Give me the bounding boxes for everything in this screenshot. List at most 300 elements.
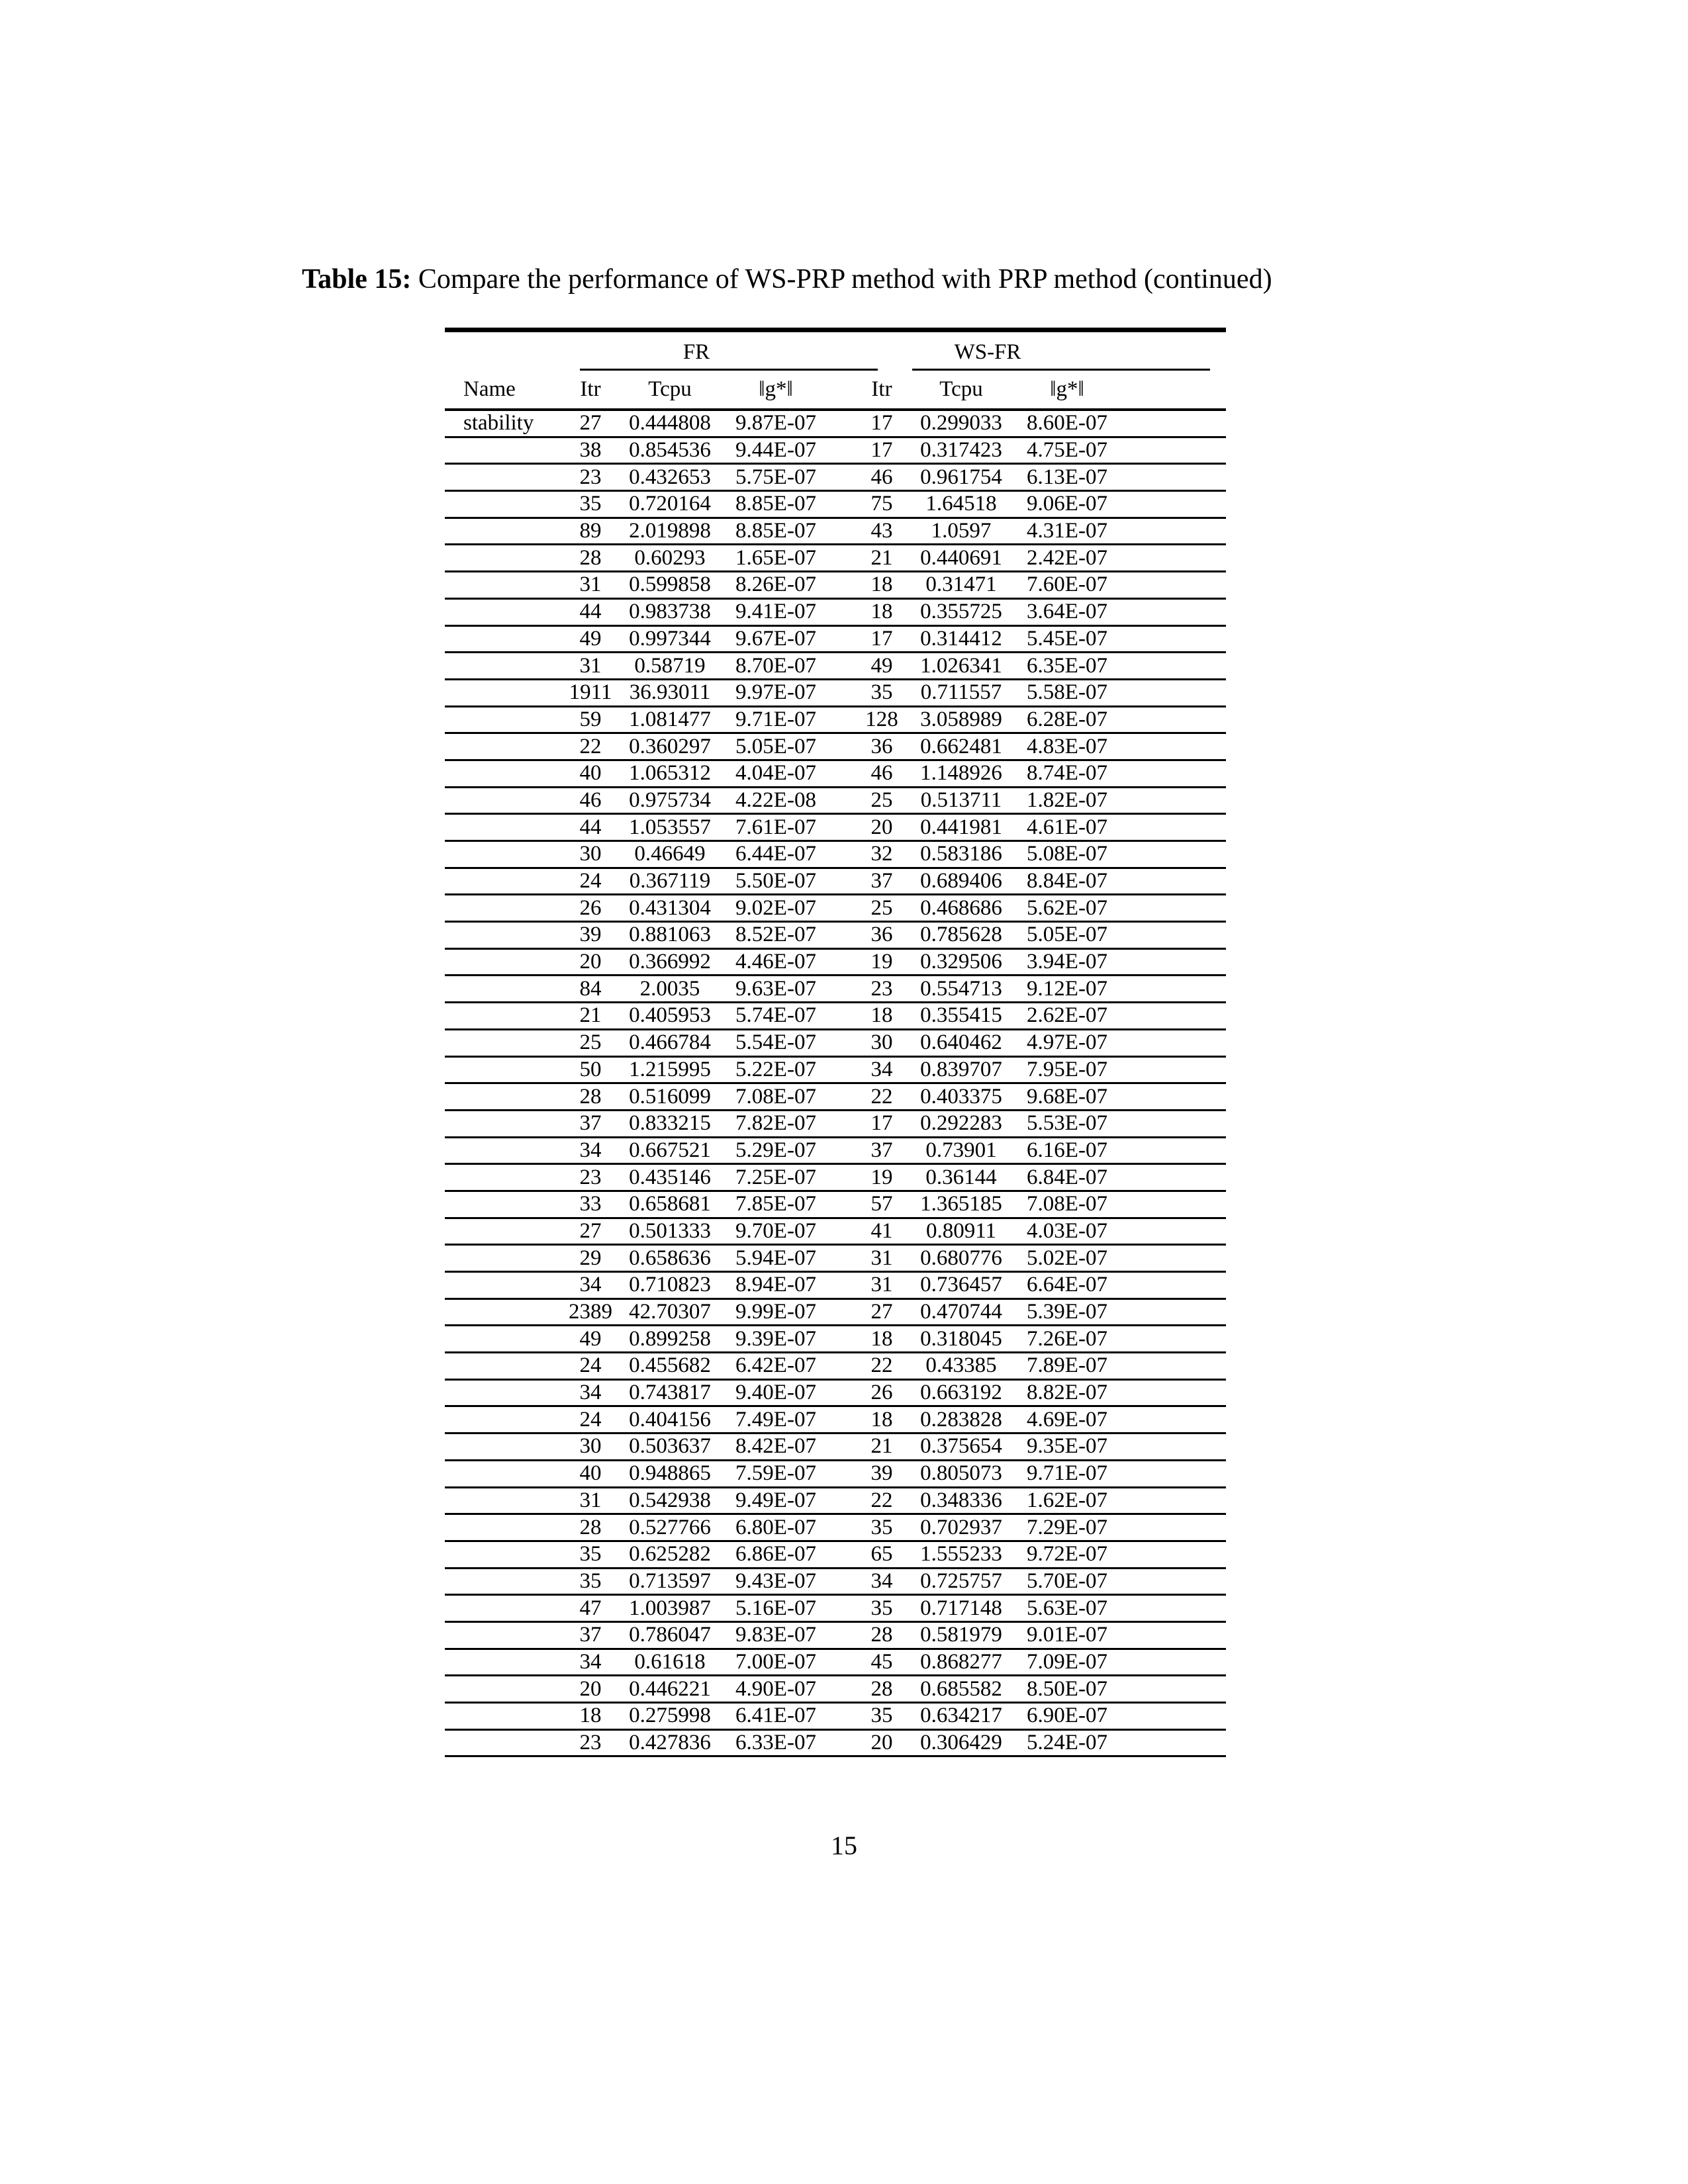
cell-fr-gnorm: 6.42E-07 <box>735 1353 816 1378</box>
table-row <box>445 842 1226 867</box>
cell-wsfr-gnorm: 5.58E-07 <box>1027 680 1107 705</box>
cell-wsfr-gnorm: 5.45E-07 <box>1027 626 1107 651</box>
cell-fr-tcpu: 0.625282 <box>629 1542 711 1567</box>
cell-fr-gnorm: 5.74E-07 <box>735 1003 816 1028</box>
table-row <box>445 1488 1226 1514</box>
cell-wsfr-gnorm: 4.69E-07 <box>1027 1407 1107 1432</box>
cell-fr-itr: 2389 <box>569 1300 612 1324</box>
cell-wsfr-itr: 35 <box>870 1704 893 1728</box>
cell-fr-gnorm: 4.90E-07 <box>735 1676 816 1701</box>
cell-wsfr-tcpu: 0.470744 <box>920 1300 1002 1324</box>
table-row <box>445 923 1226 948</box>
cell-wsfr-gnorm: 5.53E-07 <box>1027 1111 1107 1136</box>
cell-fr-itr: 38 <box>579 438 602 463</box>
cell-wsfr-gnorm: 7.95E-07 <box>1027 1057 1107 1081</box>
cell-fr-tcpu: 1.215995 <box>629 1057 711 1081</box>
cell-fr-gnorm: 7.85E-07 <box>735 1192 816 1216</box>
table-row <box>445 815 1226 840</box>
cell-wsfr-itr: 30 <box>870 1030 893 1055</box>
cell-wsfr-tcpu: 0.663192 <box>920 1381 1002 1405</box>
cell-wsfr-itr: 18 <box>870 1326 893 1351</box>
cell-wsfr-gnorm: 6.13E-07 <box>1027 465 1107 489</box>
cell-wsfr-tcpu: 0.581979 <box>920 1623 1002 1647</box>
cmidrule-ws-fr <box>912 369 1210 371</box>
cell-wsfr-gnorm: 7.60E-07 <box>1027 572 1107 597</box>
cell-wsfr-itr: 31 <box>870 1246 893 1270</box>
cell-fr-itr: 50 <box>579 1057 602 1081</box>
table-row <box>445 680 1226 705</box>
cell-wsfr-tcpu: 0.317423 <box>920 438 1002 463</box>
caption-text: Compare the performance of WS-PRP method with PRP method (continued) <box>418 264 1272 295</box>
col-header-tcpu: Tcpu <box>939 377 983 401</box>
cell-fr-itr: 84 <box>579 976 602 1001</box>
cell-fr-gnorm: 9.49E-07 <box>735 1488 816 1512</box>
table-row <box>445 976 1226 1001</box>
cell-wsfr-itr: 19 <box>870 950 893 974</box>
cell-wsfr-itr: 75 <box>870 492 893 516</box>
cell-fr-gnorm: 6.41E-07 <box>735 1704 816 1728</box>
group-header-ws-fr: WS-FR <box>954 340 1021 364</box>
cell-wsfr-itr: 128 <box>865 707 898 731</box>
table-body <box>445 411 1226 1757</box>
col-header-itr: Itr <box>871 377 892 401</box>
cell-wsfr-gnorm: 9.71E-07 <box>1027 1461 1107 1486</box>
cell-fr-itr: 28 <box>579 545 602 570</box>
column-header-row <box>445 371 1226 408</box>
cell-fr-itr: 31 <box>579 653 602 678</box>
cell-wsfr-tcpu: 0.31471 <box>925 572 997 597</box>
cell-wsfr-tcpu: 0.702937 <box>920 1515 1002 1539</box>
table-row <box>445 788 1226 813</box>
cell-wsfr-tcpu: 0.554713 <box>920 976 1002 1001</box>
table-row <box>445 1165 1226 1190</box>
cell-wsfr-tcpu: 0.689406 <box>920 869 1002 893</box>
col-header-tcpu: Tcpu <box>648 377 692 401</box>
cell-wsfr-itr: 43 <box>870 519 893 543</box>
cell-fr-gnorm: 9.87E-07 <box>735 411 816 435</box>
cell-fr-itr: 28 <box>579 1515 602 1539</box>
cell-fr-itr: 26 <box>579 895 602 920</box>
cell-fr-itr: 40 <box>579 1461 602 1486</box>
cell-fr-tcpu: 0.58719 <box>634 653 706 678</box>
table-row <box>445 1058 1226 1083</box>
cell-fr-gnorm: 9.71E-07 <box>735 707 816 731</box>
cell-fr-tcpu: 0.60293 <box>634 545 706 570</box>
cell-wsfr-gnorm: 5.24E-07 <box>1027 1731 1107 1755</box>
table-row <box>445 1542 1226 1567</box>
table-row <box>445 1731 1226 1756</box>
cell-fr-itr: 33 <box>579 1192 602 1216</box>
cell-fr-tcpu: 0.46649 <box>634 842 706 866</box>
table-row <box>445 1569 1226 1594</box>
cmidrule-fr <box>580 369 878 371</box>
cell-wsfr-gnorm: 4.03E-07 <box>1027 1218 1107 1243</box>
cell-fr-gnorm: 8.94E-07 <box>735 1273 816 1297</box>
cell-wsfr-itr: 26 <box>870 1381 893 1405</box>
col-header-itr: Itr <box>580 377 601 401</box>
cell-fr-itr: 30 <box>579 1434 602 1459</box>
cell-fr-itr: 22 <box>579 734 602 758</box>
cell-wsfr-tcpu: 0.440691 <box>920 545 1002 570</box>
cell-wsfr-itr: 28 <box>870 1623 893 1647</box>
cell-wsfr-tcpu: 1.0597 <box>931 519 992 543</box>
table-row <box>445 895 1226 921</box>
cell-wsfr-gnorm: 5.63E-07 <box>1027 1596 1107 1620</box>
cell-wsfr-tcpu: 0.685582 <box>920 1676 1002 1701</box>
cell-wsfr-tcpu: 0.717148 <box>920 1596 1002 1620</box>
table-row <box>445 519 1226 544</box>
cell-wsfr-tcpu: 0.314412 <box>920 626 1002 651</box>
cell-fr-gnorm: 8.52E-07 <box>735 923 816 947</box>
cell-wsfr-itr: 49 <box>870 653 893 678</box>
cell-wsfr-gnorm: 6.64E-07 <box>1027 1273 1107 1297</box>
cell-wsfr-gnorm: 7.29E-07 <box>1027 1515 1107 1539</box>
col-header-gnorm: ‖g*‖ <box>759 377 793 401</box>
cell-wsfr-gnorm: 7.26E-07 <box>1027 1326 1107 1351</box>
cell-fr-gnorm: 7.49E-07 <box>735 1407 816 1432</box>
cell-wsfr-itr: 17 <box>870 626 893 651</box>
cell-wsfr-itr: 41 <box>870 1218 893 1243</box>
cell-fr-tcpu: 0.948865 <box>629 1461 711 1486</box>
cell-wsfr-gnorm: 4.61E-07 <box>1027 815 1107 839</box>
table-row <box>445 1326 1226 1351</box>
cell-wsfr-tcpu: 0.43385 <box>925 1353 997 1378</box>
cell-wsfr-itr: 22 <box>870 1084 893 1109</box>
table-row <box>445 869 1226 894</box>
cell-wsfr-gnorm: 9.72E-07 <box>1027 1542 1107 1567</box>
cell-wsfr-itr: 34 <box>870 1057 893 1081</box>
table-row <box>445 1407 1226 1432</box>
table-row <box>445 1515 1226 1540</box>
cell-fr-tcpu: 0.720164 <box>629 492 711 516</box>
cell-fr-tcpu: 0.899258 <box>629 1326 711 1351</box>
cell-wsfr-itr: 20 <box>870 1731 893 1755</box>
cell-fr-gnorm: 9.97E-07 <box>735 680 816 705</box>
table-row <box>445 1461 1226 1486</box>
cell-wsfr-itr: 35 <box>870 1596 893 1620</box>
cell-fr-tcpu: 0.427836 <box>629 1731 711 1755</box>
cell-wsfr-itr: 27 <box>870 1300 893 1324</box>
cell-wsfr-tcpu: 0.805073 <box>920 1461 1002 1486</box>
cell-fr-tcpu: 1.053557 <box>629 815 711 839</box>
cell-wsfr-gnorm: 8.84E-07 <box>1027 869 1107 893</box>
cell-wsfr-tcpu: 0.355725 <box>920 600 1002 624</box>
cell-fr-gnorm: 9.40E-07 <box>735 1381 816 1405</box>
cell-fr-gnorm: 7.59E-07 <box>735 1461 816 1486</box>
cell-fr-itr: 35 <box>579 1569 602 1593</box>
cell-wsfr-gnorm: 9.68E-07 <box>1027 1084 1107 1109</box>
cell-wsfr-itr: 35 <box>870 680 893 705</box>
cell-fr-gnorm: 7.61E-07 <box>735 815 816 839</box>
cell-wsfr-itr: 35 <box>870 1515 893 1539</box>
cell-fr-tcpu: 0.710823 <box>629 1273 711 1297</box>
cell-wsfr-gnorm: 5.39E-07 <box>1027 1300 1107 1324</box>
cell-fr-itr: 31 <box>579 1488 602 1512</box>
cell-fr-gnorm: 7.25E-07 <box>735 1165 816 1189</box>
cell-wsfr-tcpu: 0.299033 <box>920 411 1002 435</box>
cell-wsfr-gnorm: 6.28E-07 <box>1027 707 1107 731</box>
table-row <box>445 492 1226 517</box>
cell-wsfr-gnorm: 6.84E-07 <box>1027 1165 1107 1189</box>
cell-wsfr-itr: 37 <box>870 869 893 893</box>
cell-fr-itr: 47 <box>579 1596 602 1620</box>
cell-fr-gnorm: 9.44E-07 <box>735 438 816 463</box>
cell-fr-gnorm: 4.46E-07 <box>735 950 816 974</box>
cell-fr-tcpu: 0.667521 <box>629 1138 711 1162</box>
cell-fr-tcpu: 0.501333 <box>629 1218 711 1243</box>
cell-wsfr-tcpu: 0.292283 <box>920 1111 1002 1136</box>
cell-fr-gnorm: 5.75E-07 <box>735 465 816 489</box>
table-row <box>445 734 1226 759</box>
cell-fr-tcpu: 0.599858 <box>629 572 711 597</box>
cell-fr-itr: 23 <box>579 1165 602 1189</box>
cell-fr-tcpu: 0.983738 <box>629 600 711 624</box>
cell-wsfr-gnorm: 9.06E-07 <box>1027 492 1107 516</box>
cell-wsfr-gnorm: 5.08E-07 <box>1027 842 1107 866</box>
cell-wsfr-gnorm: 2.62E-07 <box>1027 1003 1107 1028</box>
cell-fr-gnorm: 6.33E-07 <box>735 1731 816 1755</box>
cell-wsfr-itr: 21 <box>870 545 893 570</box>
group-header-fr: FR <box>682 340 710 364</box>
table-row <box>445 545 1226 570</box>
cell-fr-tcpu: 36.93011 <box>629 680 711 705</box>
cell-wsfr-tcpu: 0.680776 <box>920 1246 1002 1270</box>
cell-fr-itr: 21 <box>579 1003 602 1028</box>
cell-fr-itr: 24 <box>579 869 602 893</box>
table-row <box>445 1111 1226 1136</box>
table-row <box>445 1434 1226 1459</box>
cell-wsfr-itr: 36 <box>870 734 893 758</box>
cell-fr-gnorm: 8.70E-07 <box>735 653 816 678</box>
cell-wsfr-tcpu: 0.80911 <box>925 1218 997 1243</box>
cell-fr-itr: 49 <box>579 1326 602 1351</box>
cell-wsfr-itr: 21 <box>870 1434 893 1459</box>
cell-fr-tcpu: 0.975734 <box>629 788 711 812</box>
table-row <box>445 1084 1226 1109</box>
cell-wsfr-gnorm: 6.16E-07 <box>1027 1138 1107 1162</box>
table-row <box>445 627 1226 652</box>
cell-fr-gnorm: 5.16E-07 <box>735 1596 816 1620</box>
table-row <box>445 1030 1226 1056</box>
cell-fr-itr: 37 <box>579 1111 602 1136</box>
cell-wsfr-tcpu: 3.058989 <box>920 707 1002 731</box>
cell-fr-itr: 31 <box>579 572 602 597</box>
cell-fr-gnorm: 7.82E-07 <box>735 1111 816 1136</box>
cell-fr-gnorm: 5.29E-07 <box>735 1138 816 1162</box>
cell-fr-gnorm: 8.26E-07 <box>735 572 816 597</box>
cell-wsfr-itr: 19 <box>870 1165 893 1189</box>
cell-wsfr-tcpu: 0.839707 <box>920 1057 1002 1081</box>
cell-wsfr-itr: 23 <box>870 976 893 1001</box>
cell-fr-gnorm: 6.86E-07 <box>735 1542 816 1567</box>
cell-wsfr-itr: 17 <box>870 411 893 435</box>
cell-fr-itr: 30 <box>579 842 602 866</box>
table-row <box>445 1192 1226 1217</box>
cell-fr-itr: 46 <box>579 788 602 812</box>
cell-wsfr-gnorm: 8.82E-07 <box>1027 1381 1107 1405</box>
cell-fr-itr: 1911 <box>569 680 612 705</box>
table-row <box>445 1623 1226 1648</box>
cell-wsfr-itr: 20 <box>870 815 893 839</box>
cell-wsfr-itr: 36 <box>870 923 893 947</box>
table-row <box>445 1246 1226 1271</box>
cell-fr-gnorm: 6.44E-07 <box>735 842 816 866</box>
cell-fr-tcpu: 2.0035 <box>639 976 700 1001</box>
cell-fr-gnorm: 9.83E-07 <box>735 1623 816 1647</box>
cell-fr-gnorm: 1.65E-07 <box>735 545 816 570</box>
cell-wsfr-tcpu: 0.36144 <box>925 1165 997 1189</box>
cell-fr-gnorm: 9.63E-07 <box>735 976 816 1001</box>
cell-fr-tcpu: 0.516099 <box>629 1084 711 1109</box>
cell-fr-gnorm: 7.08E-07 <box>735 1084 816 1109</box>
table-row <box>445 653 1226 678</box>
cell-wsfr-tcpu: 0.441981 <box>920 815 1002 839</box>
cell-wsfr-tcpu: 0.725757 <box>920 1569 1002 1593</box>
cell-fr-itr: 27 <box>579 1218 602 1243</box>
cell-wsfr-gnorm: 8.60E-07 <box>1027 411 1107 435</box>
page-number: 15 <box>831 1831 857 1860</box>
cell-wsfr-gnorm: 8.50E-07 <box>1027 1676 1107 1701</box>
cell-wsfr-itr: 65 <box>870 1542 893 1567</box>
cell-fr-tcpu: 0.833215 <box>629 1111 711 1136</box>
cell-fr-gnorm: 9.41E-07 <box>735 600 816 624</box>
cell-wsfr-tcpu: 0.634217 <box>920 1704 1002 1728</box>
cell-wsfr-gnorm: 2.42E-07 <box>1027 545 1107 570</box>
cell-wsfr-tcpu: 0.468686 <box>920 895 1002 920</box>
cell-wsfr-itr: 22 <box>870 1353 893 1378</box>
cell-wsfr-gnorm: 3.64E-07 <box>1027 600 1107 624</box>
cell-fr-itr: 34 <box>579 1273 602 1297</box>
cell-fr-tcpu: 0.431304 <box>629 895 711 920</box>
cell-wsfr-tcpu: 0.375654 <box>920 1434 1002 1459</box>
cell-fr-tcpu: 0.854536 <box>629 438 711 463</box>
cell-fr-tcpu: 0.503637 <box>629 1434 711 1459</box>
row-rule <box>445 1755 1226 1757</box>
cell-wsfr-itr: 32 <box>870 842 893 866</box>
table-row <box>445 465 1226 490</box>
cell-fr-tcpu: 0.360297 <box>629 734 711 758</box>
col-header-gnorm: ‖g*‖ <box>1050 377 1084 401</box>
cell-fr-tcpu: 0.658636 <box>629 1246 711 1270</box>
cell-fr-tcpu: 0.432653 <box>629 465 711 489</box>
cell-fr-itr: 59 <box>579 707 602 731</box>
cell-wsfr-gnorm: 4.83E-07 <box>1027 734 1107 758</box>
cell-fr-tcpu: 0.435146 <box>629 1165 711 1189</box>
cell-wsfr-tcpu: 0.306429 <box>920 1731 1002 1755</box>
cell-wsfr-gnorm: 1.62E-07 <box>1027 1488 1107 1512</box>
table-row <box>445 1273 1226 1298</box>
cell-fr-gnorm: 5.54E-07 <box>735 1030 816 1055</box>
cell-fr-tcpu: 0.527766 <box>629 1515 711 1539</box>
cell-fr-itr: 18 <box>579 1704 602 1728</box>
table-row <box>445 1650 1226 1675</box>
cell-fr-tcpu: 1.081477 <box>629 707 711 731</box>
cell-fr-gnorm: 9.39E-07 <box>735 1326 816 1351</box>
cell-wsfr-gnorm: 9.35E-07 <box>1027 1434 1107 1459</box>
cell-wsfr-gnorm: 5.02E-07 <box>1027 1246 1107 1270</box>
cell-fr-gnorm: 5.22E-07 <box>735 1057 816 1081</box>
cell-fr-itr: 34 <box>579 1649 602 1674</box>
cell-fr-tcpu: 0.366992 <box>629 950 711 974</box>
cell-wsfr-gnorm: 3.94E-07 <box>1027 950 1107 974</box>
cell-wsfr-gnorm: 5.05E-07 <box>1027 923 1107 947</box>
cell-fr-gnorm: 9.99E-07 <box>735 1300 816 1324</box>
cell-wsfr-itr: 17 <box>870 1111 893 1136</box>
cell-wsfr-itr: 46 <box>870 761 893 786</box>
cell-fr-itr: 35 <box>579 492 602 516</box>
caption-label: Table 15: <box>302 264 412 295</box>
top-rule <box>445 328 1226 332</box>
cell-fr-itr: 39 <box>579 923 602 947</box>
cell-fr-itr: 24 <box>579 1353 602 1378</box>
cell-fr-tcpu: 1.065312 <box>629 761 711 786</box>
cell-fr-gnorm: 6.80E-07 <box>735 1515 816 1539</box>
table-row <box>445 572 1226 598</box>
cell-wsfr-gnorm: 6.90E-07 <box>1027 1704 1107 1728</box>
cell-fr-itr: 20 <box>579 1676 602 1701</box>
cell-fr-gnorm: 9.67E-07 <box>735 626 816 651</box>
cell-fr-tcpu: 0.997344 <box>629 626 711 651</box>
cell-wsfr-itr: 39 <box>870 1461 893 1486</box>
cell-wsfr-itr: 34 <box>870 1569 893 1593</box>
table-row <box>445 1353 1226 1379</box>
cell-wsfr-tcpu: 1.365185 <box>920 1192 1002 1216</box>
cell-wsfr-gnorm: 8.74E-07 <box>1027 761 1107 786</box>
cell-wsfr-itr: 18 <box>870 600 893 624</box>
cell-wsfr-gnorm: 4.31E-07 <box>1027 519 1107 543</box>
cell-fr-gnorm: 5.05E-07 <box>735 734 816 758</box>
cell-fr-itr: 89 <box>579 519 602 543</box>
cell-fr-gnorm: 7.00E-07 <box>735 1649 816 1674</box>
cell-wsfr-tcpu: 0.868277 <box>920 1649 1002 1674</box>
cell-wsfr-tcpu: 1.555233 <box>920 1542 1002 1567</box>
cell-fr-tcpu: 0.367119 <box>629 869 711 893</box>
cell-wsfr-tcpu: 0.403375 <box>920 1084 1002 1109</box>
cell-wsfr-tcpu: 0.640462 <box>920 1030 1002 1055</box>
cell-wsfr-itr: 18 <box>870 572 893 597</box>
cell-fr-itr: 35 <box>579 1542 602 1567</box>
cell-fr-tcpu: 0.404156 <box>629 1407 711 1432</box>
cell-wsfr-itr: 45 <box>870 1649 893 1674</box>
results-table <box>445 328 1226 1757</box>
cell-wsfr-itr: 28 <box>870 1676 893 1701</box>
cell-fr-gnorm: 9.02E-07 <box>735 895 816 920</box>
cell-fr-itr: 29 <box>579 1246 602 1270</box>
cell-fr-itr: 44 <box>579 600 602 624</box>
cell-fr-itr: 23 <box>579 465 602 489</box>
cell-fr-tcpu: 0.713597 <box>629 1569 711 1593</box>
cell-wsfr-tcpu: 0.583186 <box>920 842 1002 866</box>
cell-fr-gnorm: 4.04E-07 <box>735 761 816 786</box>
cell-wsfr-tcpu: 1.026341 <box>920 653 1002 678</box>
cell-fr-itr: 37 <box>579 1623 602 1647</box>
table-row <box>445 600 1226 625</box>
cell-wsfr-gnorm: 7.89E-07 <box>1027 1353 1107 1378</box>
cell-fr-gnorm: 8.42E-07 <box>735 1434 816 1459</box>
cell-fr-itr: 28 <box>579 1084 602 1109</box>
cell-fr-gnorm: 4.22E-08 <box>735 788 816 812</box>
cell-fr-gnorm: 9.70E-07 <box>735 1218 816 1243</box>
table-row <box>445 1704 1226 1729</box>
cell-wsfr-tcpu: 0.329506 <box>920 950 1002 974</box>
cell-fr-tcpu: 0.446221 <box>629 1676 711 1701</box>
cell-fr-tcpu: 0.455682 <box>629 1353 711 1378</box>
cell-wsfr-tcpu: 0.348336 <box>920 1488 1002 1512</box>
cell-wsfr-tcpu: 1.64518 <box>925 492 997 516</box>
cell-fr-itr: 23 <box>579 1731 602 1755</box>
cell-fr-gnorm: 5.94E-07 <box>735 1246 816 1270</box>
cell-fr-tcpu: 0.444808 <box>629 411 711 435</box>
